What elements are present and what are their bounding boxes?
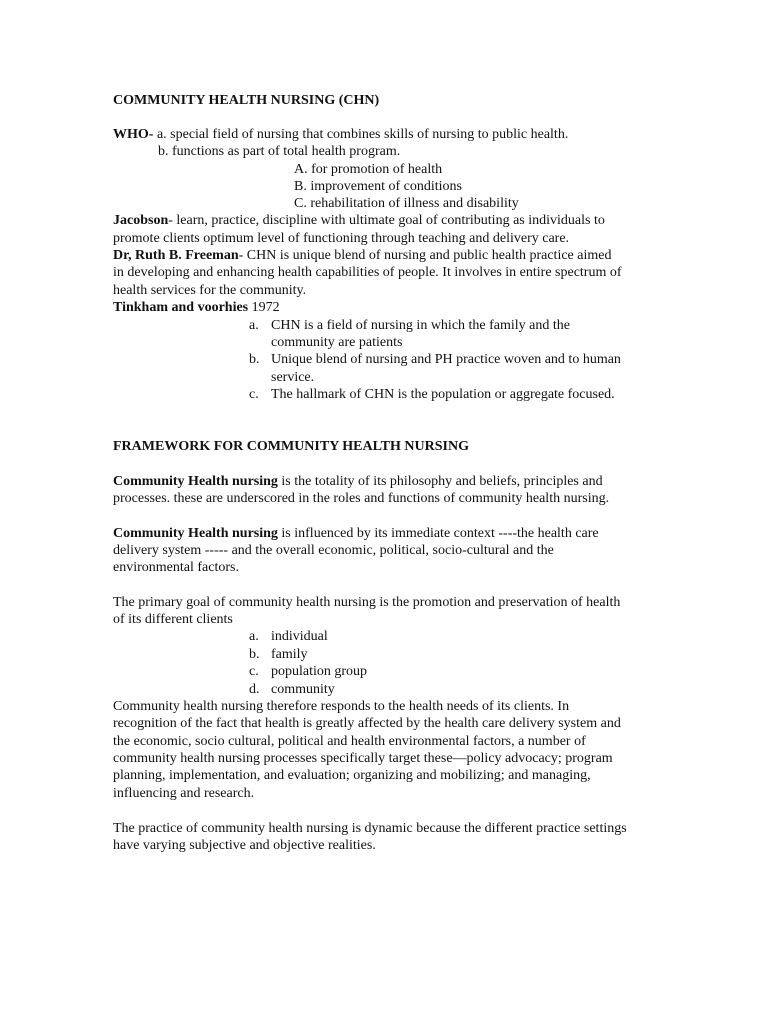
- client-item-c: population group: [271, 664, 368, 679]
- tinkham-item-a-marker: a.: [249, 318, 259, 333]
- client-item-b: family: [271, 647, 308, 662]
- para-1-line-2: processes. these are underscored in the roles and functions of community health nursing.: [113, 491, 610, 506]
- para-2-line-2: delivery system ----- and the overall economic, political, socio-cultural and the: [113, 543, 554, 558]
- tinkham-label: Tinkham and voorhies: [113, 300, 249, 315]
- para-4-line-5: planning, implementation, and evaluation; organizing and mobilizing; and managing,: [113, 768, 591, 783]
- client-item-a: individual: [271, 629, 328, 644]
- jacobson-definition: [113, 212, 605, 229]
- freeman-definition: [113, 247, 611, 264]
- tinkham-item-c-marker: c.: [249, 387, 259, 402]
- para-4-line-1: Community health nursing therefore responds to the health needs of its clients. In: [113, 699, 570, 714]
- freeman-text-2: in developing and enhancing health capabilities of people. It involves in entire spectrum of: [113, 265, 622, 280]
- tinkham-item-c-line1: The hallmark of CHN is the population or aggregate focused.: [271, 387, 615, 402]
- who-label: WHO-: [113, 127, 154, 142]
- para-4-line-3: the economic, socio cultural, political and health environmental factors, a number of: [113, 734, 586, 749]
- para-1-bold-term: Community Health nursing: [113, 474, 278, 489]
- jacobson-text-2: promote clients optimum level of functioning through teaching and delivery care.: [113, 231, 570, 246]
- freeman-text-3: health services for the community.: [113, 283, 307, 298]
- jacobson-text-1: - learn, practice, discipline with ultimate goal of contributing as individuals to: [168, 213, 605, 228]
- client-item-d-marker: d.: [249, 682, 260, 697]
- framework-para-2: [113, 525, 599, 542]
- who-definition: [113, 126, 568, 143]
- framework-title: FRAMEWORK FOR COMMUNITY HEALTH NURSING: [113, 439, 469, 454]
- jacobson-label: Jacobson: [113, 213, 169, 228]
- tinkham-item-a-line1: CHN is a field of nursing in which the family and the: [271, 318, 570, 333]
- who-sub-a: A. for promotion of health: [294, 162, 443, 177]
- para-5-line-2: have varying subjective and objective realities.: [113, 838, 376, 853]
- document-title: COMMUNITY HEALTH NURSING (CHN): [113, 93, 380, 108]
- client-item-c-marker: c.: [249, 664, 259, 679]
- who-sub-c: C. rehabilitation of illness and disability: [294, 196, 519, 211]
- freeman-text-1: - CHN is unique blend of nursing and public health practice aimed: [238, 248, 612, 263]
- who-sub-b: B. improvement of conditions: [294, 179, 462, 194]
- para-2-line-3: environmental factors.: [113, 560, 239, 575]
- framework-para-1: [113, 473, 603, 490]
- who-item-a: a. special field of nursing that combines skills of nursing to public health.: [153, 127, 569, 142]
- para-5-line-1: The practice of community health nursing is dynamic because the different practice settings: [113, 821, 627, 836]
- client-item-a-marker: a.: [249, 629, 259, 644]
- client-item-d: community: [271, 682, 335, 697]
- tinkham-heading: [113, 299, 280, 316]
- client-item-b-marker: b.: [249, 647, 260, 662]
- tinkham-item-b-line1: Unique blend of nursing and PH practice woven and to human: [271, 352, 621, 367]
- para-3-line-1: The primary goal of community health nursing is the promotion and preservation of health: [113, 595, 621, 610]
- para-3-line-2: of its different clients: [113, 612, 233, 627]
- tinkham-item-b-marker: b.: [249, 352, 260, 367]
- para-1-line-1: is the totality of its philosophy and beliefs, principles and: [277, 474, 603, 489]
- para-2-bold-term: Community Health nursing: [113, 526, 278, 541]
- para-2-line-1: is influenced by its immediate context ----the health care: [277, 526, 599, 541]
- para-4-line-6: influencing and research.: [113, 786, 255, 801]
- tinkham-year: 1972: [248, 300, 280, 315]
- para-4-line-2: recognition of the fact that health is greatly affected by the health care delivery system and: [113, 716, 621, 731]
- who-item-b: b. functions as part of total health program.: [158, 144, 401, 159]
- freeman-label: Dr, Ruth B. Freeman: [113, 248, 239, 263]
- tinkham-item-a-line2: community are patients: [271, 335, 403, 350]
- tinkham-item-b-line2: service.: [271, 370, 315, 385]
- para-4-line-4: community health nursing processes specifically target these—policy advocacy; program: [113, 751, 613, 766]
